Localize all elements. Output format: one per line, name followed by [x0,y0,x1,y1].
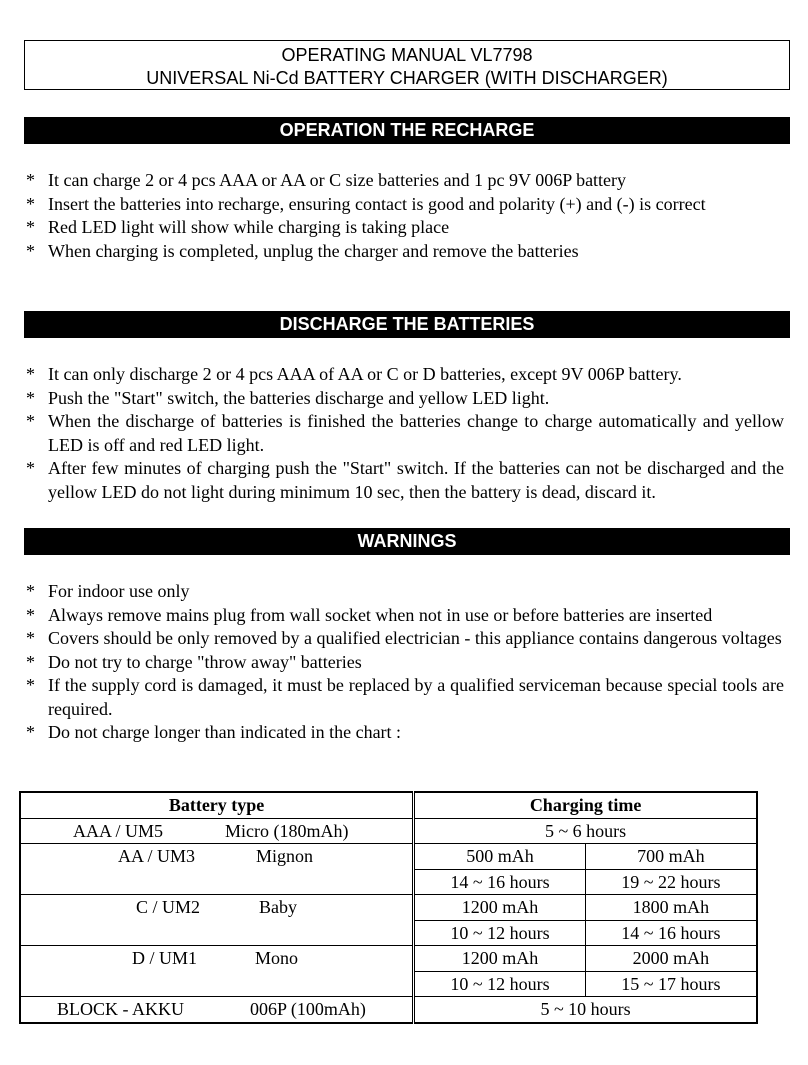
bullet-star: * [26,411,35,431]
time-cell: 14 ~ 16 hours [414,869,586,895]
discharge-list [24,363,784,504]
battery-name: AAA / UM5 [73,820,164,841]
bullet-star: * [26,651,35,672]
table-row [20,997,757,1023]
battery-cell [20,844,414,870]
battery-desc: Mignon [256,846,314,866]
bullet-star: * [26,581,35,601]
bullet-star: * [26,675,35,695]
table-row [20,844,757,870]
bullet-star: * [26,217,35,237]
battery-desc: Mono [255,948,299,968]
battery-cell-empty [20,971,414,997]
capacity-cell: 1200 mAh [414,895,586,921]
table-row [20,869,757,895]
time-cell: 14 ~ 16 hours [585,920,757,946]
bullet-star: * [26,722,35,742]
capacity-cell: 700 mAh [585,844,757,870]
bullet-star: * [26,170,35,190]
header-charging-time: Charging time [414,792,757,818]
recharge-list [24,169,784,263]
table-row [20,920,757,946]
bullet-star: * [26,193,35,214]
document-title [24,40,790,90]
capacity-cell: 500 mAh [414,844,586,870]
list-item: * For indoor use only [24,580,784,604]
charging-chart [19,791,758,1024]
battery-cell [20,818,414,844]
battery-desc: Micro (180mAh) [225,820,349,841]
list-item: * When charging is completed, unplug the charger and remove the batteries [24,240,784,264]
list-item: * It can charge 2 or 4 pcs AAA or AA or C size batteries and 1 pc 9V 006P battery [24,169,784,193]
bullet-star: * [26,240,35,261]
time-cell: 10 ~ 12 hours [414,971,586,997]
battery-cell [20,946,414,972]
capacity-cell: 1200 mAh [414,946,586,972]
header-battery-type: Battery type [20,792,414,818]
time-cell: 10 ~ 12 hours [414,920,586,946]
table-row [20,895,757,921]
list-item: * Red LED light will show while charging is taking place [24,216,784,240]
table-row [20,818,757,844]
battery-cell-empty [20,920,414,946]
battery-desc: Baby [259,897,297,917]
bullet-star: * [26,387,35,408]
battery-cell [20,997,414,1023]
list-item: * Do not try to charge "throw away" batteries [24,651,784,675]
battery-cell [20,895,414,921]
battery-cell-empty [20,869,414,895]
capacity-cell: 1800 mAh [585,895,757,921]
section-heading-discharge: DISCHARGE THE BATTERIES [24,311,790,338]
bullet-star: * [26,628,35,648]
battery-name: D / UM1 [132,948,198,968]
list-item: * Push the "Start" switch, the batteries discharge and yellow LED light. [24,387,784,411]
title-line-2: UNIVERSAL Ni-Cd BATTERY CHARGER (WITH DISCHARGER) [146,68,668,88]
time-cell: 19 ~ 22 hours [585,869,757,895]
battery-name: C / UM2 [136,897,201,917]
list-item: * It can only discharge 2 or 4 pcs AAA of AA or C or D batteries, except 9V 006P battery. [24,363,784,387]
list-item: * Do not charge longer than indicated in the chart : [24,721,784,745]
list-item: * Insert the batteries into recharge, ensuring contact is good and polarity (+) and (-) is correct [24,193,784,217]
bullet-star: * [26,458,35,478]
list-item: * If the supply cord is damaged, it must be replaced by a qualified serviceman because special tools are required. [26,675,784,719]
table-row [20,946,757,972]
section-heading-recharge: OPERATION THE RECHARGE [24,117,790,144]
list-item: * Always remove mains plug from wall socket when not in use or before batteries are inserted [24,604,784,628]
list-item: * After few minutes of charging push the "Start" switch. If the batteries can not be discharged and the yellow LED do not light during minimum 10 sec, then the battery is dead, discard it. [26,458,784,502]
time-cell: 5 ~ 6 hours [414,818,757,844]
bullet-star: * [26,364,35,384]
battery-name: BLOCK - AKKU [57,999,185,1019]
bullet-star: * [26,604,35,625]
battery-name: AA / UM3 [118,846,196,866]
time-cell: 5 ~ 10 hours [414,997,757,1023]
table-header-row [20,792,757,818]
capacity-cell: 2000 mAh [585,946,757,972]
list-item: * When the discharge of batteries is finished the batteries change to charge automatically and yellow LED is off and red LED light. [26,411,784,455]
section-heading-warnings: WARNINGS [24,528,790,555]
time-cell: 15 ~ 17 hours [585,971,757,997]
battery-desc: 006P (100mAh) [250,999,366,1019]
title-line-1: OPERATING MANUAL VL7798 [281,45,533,65]
warnings-list [24,580,784,745]
list-item: * Covers should be only removed by a qualified electrician - this appliance contains dangerous voltages [24,627,784,651]
table-row [20,971,757,997]
